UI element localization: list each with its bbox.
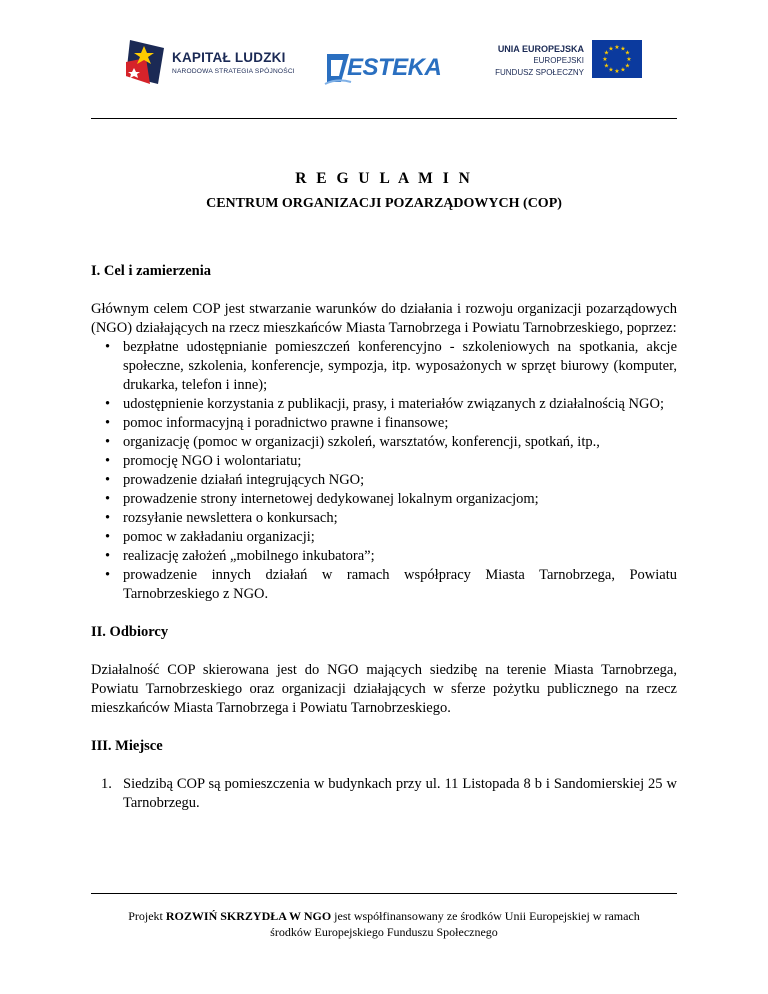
svg-text:★: ★ [608, 45, 614, 53]
document-title: R E G U L A M I N [295, 170, 473, 187]
list-item-text: Siedzibą COP są pomieszczenia w budynkach przy ul. 11 Listopada 8 b i Sandomierskiej 25 w Tarnobrzegu. [123, 776, 677, 811]
location-list [91, 775, 677, 813]
list-item: • realizację założeń „mobilnego inkubatora”; [91, 547, 677, 566]
svg-text:★: ★ [603, 62, 610, 70]
svg-text:★: ★ [624, 62, 631, 70]
list-item: • pomoc w zakładaniu organizacji; [91, 528, 677, 547]
list-item: • prowadzenie strony internetowej dedykowanej lokalnym organizacjom; [91, 490, 677, 509]
svg-text:★: ★ [624, 49, 631, 57]
svg-text:★: ★ [614, 44, 620, 51]
header-logos [118, 34, 648, 94]
kapital-ludzki-logo [124, 38, 294, 88]
svg-text:★: ★ [602, 56, 608, 63]
eu-logo [470, 40, 642, 86]
svg-text:★: ★ [608, 66, 614, 74]
eu-line-2: EUROPEJSKI [533, 56, 584, 65]
section-intro: Głównym celem COP jest stwarzanie warunków do działania i rozwoju organizacji pozarządowych (NGO) działających na rzecz mieszkańców Miasta Tarnobrzega i Powiatu Tarnobrzeskiego, poprzez: [91, 301, 677, 336]
section-intro: Działalność COP skierowana jest do NGO mających siedzibę na terenie Miasta Tarnobrzega, Powiatu Tarnobrzeskiego oraz organizacji działających w sferze pożytku publicznego na rzecz mieszkańców Miasta Tarnobrzega i Powiatu Tarnobrzeskiego. [91, 662, 677, 716]
footer-project-name: ROZWIŃ SKRZYDŁA W NGO [165, 909, 332, 923]
list-item-number: 1. [101, 776, 112, 792]
footer-line-2: środków Europejskiego Funduszu Społecznego [270, 925, 498, 939]
footer-prefix: Projekt [128, 909, 163, 923]
section-heading: III. Miejsce [91, 738, 163, 754]
document-body [91, 262, 677, 813]
footer-line-1 [91, 908, 677, 924]
footer-divider [91, 893, 677, 894]
svg-text:★: ★ [614, 68, 620, 75]
list-item [91, 775, 677, 813]
eu-flag-icon [592, 40, 642, 78]
svg-text:★: ★ [603, 49, 610, 57]
list-item: • promocję NGO i wolontariatu; [91, 452, 677, 471]
svg-text:★: ★ [620, 45, 626, 53]
kapital-ludzki-flag-icon [124, 38, 166, 86]
kapital-ludzki-subtitle: NARODOWA STRATEGIA SPÓJNOŚCI [172, 68, 295, 75]
esteka-name: ESTEKA [347, 54, 442, 81]
list-item: • bezpłatne udostępnianie pomieszczeń konferencyjno - szkoleniowych na spotkania, akcje społeczne, szkolenia, konferencje, sympozja, itp. wyposażonych w sprzęt biurowy (komputer, drukarka, telefon i inne); [91, 338, 677, 395]
header-divider [91, 118, 677, 119]
esteka-logo [323, 48, 443, 88]
page-footer [91, 908, 677, 940]
list-item: • rozsyłanie newslettera o konkursach; [91, 509, 677, 528]
eu-line-3: FUNDUSZ SPOŁECZNY [495, 68, 584, 77]
eu-text [495, 43, 584, 79]
document-subtitle: CENTRUM ORGANIZACJI POZARZĄDOWYCH (COP) [206, 196, 562, 211]
list-item: • pomoc informacyjną i poradnictwo prawne i finansowe; [91, 414, 677, 433]
footer-line-1-rest: jest współfinansowany ze środków Unii Europejskiej w ramach [334, 909, 640, 923]
list-item: • udostępnienie korzystania z publikacji, prasy, i materiałów związanych z działalnością NGO; [91, 395, 677, 414]
list-item: • organizację (pomoc w organizacji) szkoleń, warsztatów, konferencji, spotkań, itp., [91, 433, 677, 452]
list-item: • prowadzenie innych działań w ramach współpracy Miasta Tarnobrzega, Powiatu Tarnobrzeskiego z NGO. [91, 566, 677, 604]
eu-line-1: UNIA EUROPEJSKA [497, 44, 584, 54]
svg-text:★: ★ [626, 56, 632, 63]
section-heading: I. Cel i zamierzenia [91, 263, 211, 279]
list-item: • prowadzenie działań integrujących NGO; [91, 471, 677, 490]
kapital-ludzki-title: KAPITAŁ LUDZKI [172, 50, 286, 65]
goals-list [91, 338, 677, 604]
svg-text:★: ★ [620, 66, 626, 74]
section-heading: II. Odbiorcy [91, 624, 169, 640]
